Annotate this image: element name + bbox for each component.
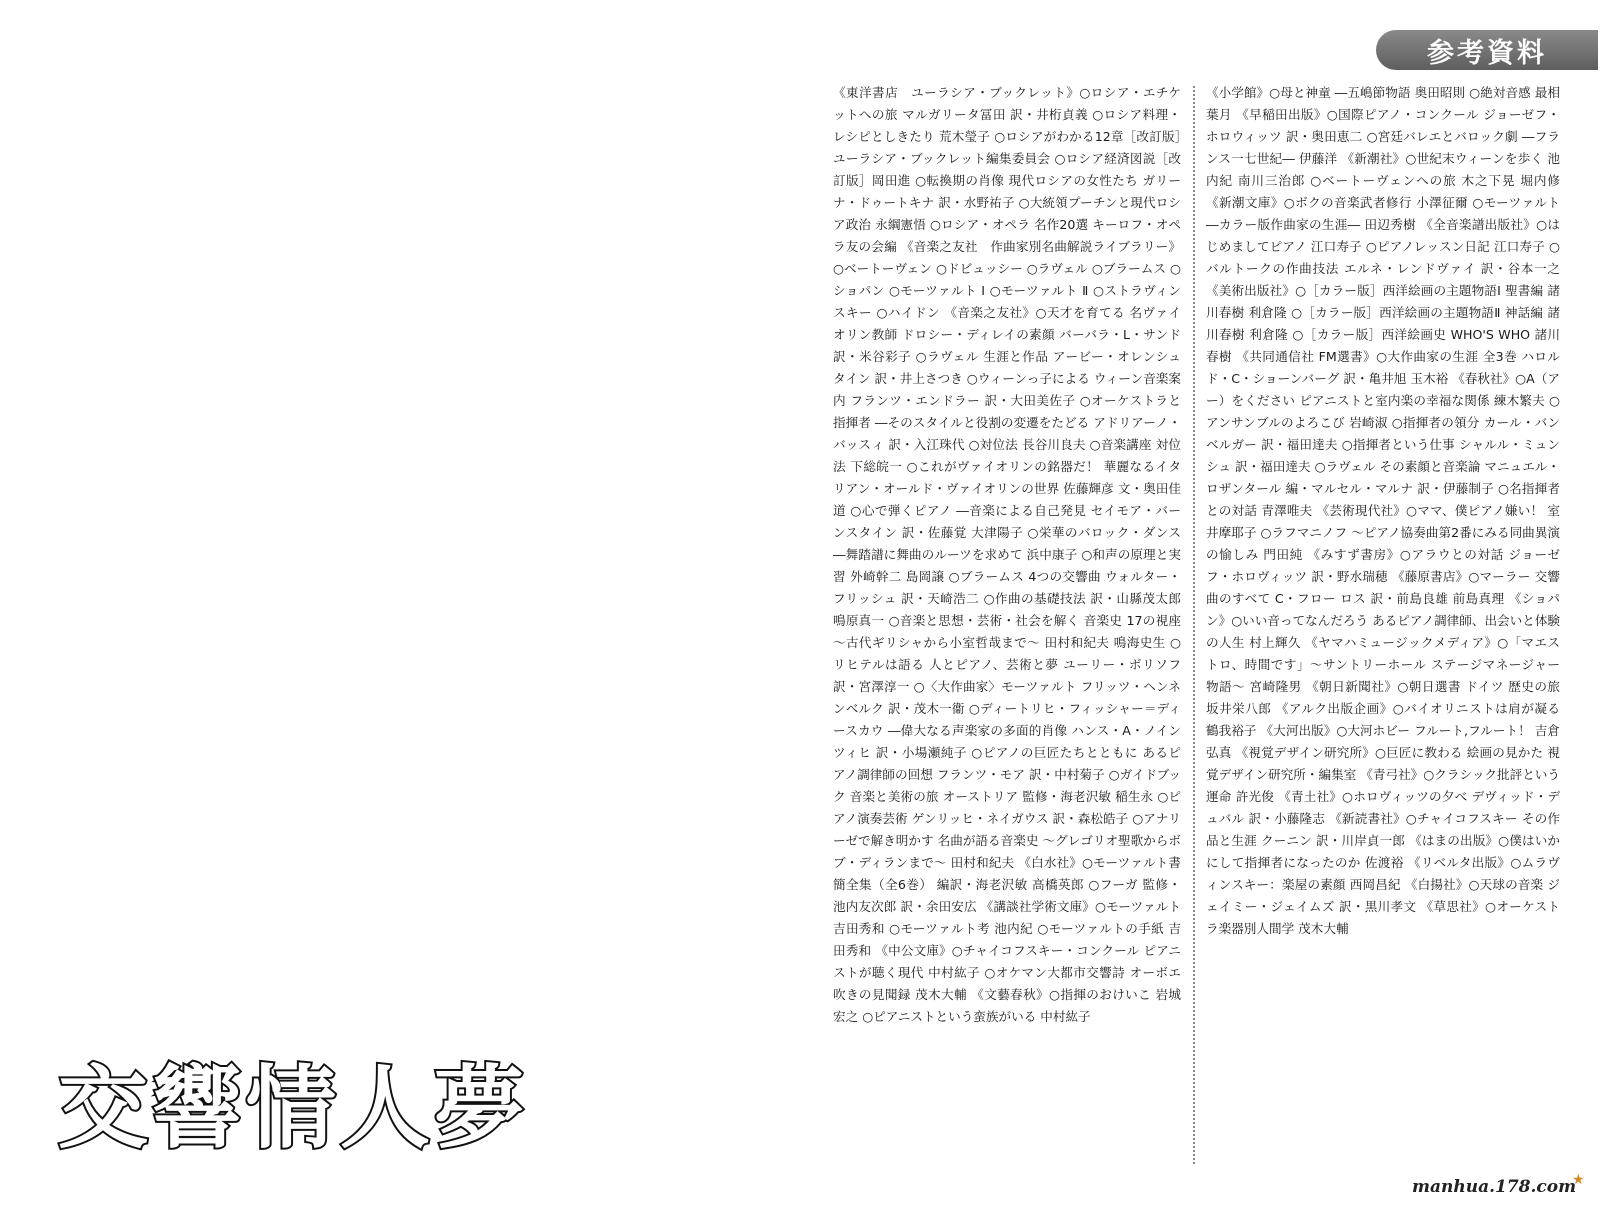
series-title: 交響情人夢 [58, 1056, 528, 1161]
reference-column-left [833, 82, 1181, 1028]
column-divider [1193, 86, 1195, 1164]
star-icon: ★ [1572, 1172, 1585, 1188]
section-header-tab [1376, 30, 1598, 70]
reference-list-right: 《小学館》○母と神童 ―五嶋節物語 奥田昭則 ○絶対音感 最相葉月 《早稲田出版》○国際ピアノ・コンクール ジョーゼフ・ホロウィッツ 訳・奥田恵二 ○宮廷バレエとバロック劇 ―フランス一七世紀― 伊藤洋 《新潮社》○世紀末ウィーンを歩く 池内紀 南川三治郎 ○ベートーヴェンへの旅 木之下晃 堀内修 《新潮文庫》○ボクの音楽武者修行 小澤征爾 ○モーツァルト ―カラー版作曲家の生涯― 田辺秀樹 《全音楽譜出版社》○はじめましてピアノ 江口寿子 ○ピアノレッスン日記 江口寿子 ○バルトークの作曲技法 エルネ・レンドヴァイ 訳・谷本一之 《美術出版社》○［カラー版］西洋絵画の主題物語Ⅰ 聖書編 諸川春樹 利倉隆 ○［カラー版］西洋絵画の主題物語Ⅱ 神話編 諸川春樹 利倉隆 ○［カラー版］西洋絵画史 WHO'S WHO 諸川春樹 《共同通信社 FM選書》○大作曲家の生涯 全3巻 ハロルド・C・ショーンバーグ 訳・亀井旭 玉木裕 《春秋社》○A（アー）をください ピアニストと室内楽の幸福な関係 練木繁夫 ○アンサンブルのよろこび 岩崎淑 ○指揮者の領分 カール・バンベルガー 訳・福田達夫 ○指揮者という仕事 シャルル・ミュンシュ 訳・福田達夫 ○ラヴェル その素顔と音楽論 マニュエル・ロザンタール 編・マルセル・マルナ 訳・伊藤制子 ○名指揮者との対話 青澤唯夫 《芸術現代社》○ママ、僕ピアノ嫌い！ 室井摩耶子 ○ラフマニノフ 〜ピアノ協奏曲第2番にみる同曲異演の愉しみ 門田純 《みすず書房》○アラウとの対話 ジョーゼフ・ホロヴィッツ 訳・野水瑞穂 《藤原書店》○マーラー 交響曲のすべて C・フロー ロス 訳・前島良雄 前島真理 《ショパン》○いい音ってなんだろう あるピアノ調律師、出会いと体験の人生 村上輝久 《ヤマハミュージックメディア》○「マエストロ、時間です」〜サントリーホール ステージマネージャー物語〜 宮崎隆男 《朝日新聞社》○朝日選書 ドイツ 歴史の旅 坂井栄八郎 《アルク出版企画》○バイオリニストは肩が凝る 鶴我裕子 《大河出版》○大河ホビー フルート,フルート！ 吉倉弘真 《視覚デザイン研究所》○巨匠に教わる 絵画の見かた 視覚デザイン研究所・編集室 《青弓社》○クラシック批評という運命 許光俊 《青土社》○ホロヴィッツの夕べ デヴィッド・デュバル 訳・小藤隆志 《新読書社》○チャイコフスキー その作品と生涯 クーニン 訳・川岸貞一郎 《はまの出版》○僕はいかにして指揮者になったのか 佐渡裕 《リベルタ出版》○ムラヴィンスキー：楽屋の素顔 西岡昌紀 《白揚社》○天球の音楽 ジェイミー・ジェイムズ 訳・黒川孝文 《草思社》○オーケストラ楽器別人間学 茂木大輔 [1206, 85, 1561, 936]
reference-column-right [1206, 82, 1560, 940]
section-header-label: 参考資料 [1427, 37, 1547, 69]
site-watermark: manhua.178.com [1412, 1177, 1577, 1197]
reference-list-left: 《東洋書店 ユーラシア・ブックレット》○ロシア・エチケットへの旅 マルガリータ冨田 訳・井桁貞義 ○ロシア料理・レシピとしきたり 荒木瑩子 ○ロシアがわかる12章［改訂版］ユーラシア・ブックレット編集委員会 ○ロシア経済図説［改訂版］岡田進 ○転換期の肖像 現代ロシアの女性たち ガリーナ・ドゥートキナ 訳・水野祐子 ○大統領プーチンと現代ロシア政治 永綱憲悟 ○ロシア・オペラ 名作20選 キーロフ・オペラ友の会編 《音楽之友社 作曲家別名曲解説ライブラリー》○ベートーヴェン ○ドビュッシー ○ラヴェル ○ブラームス ○ショパン ○モーツァルト Ⅰ ○モーツァルト Ⅱ ○ストラヴィンスキー ○ハイドン 《音楽之友社》○天才を育てる 名ヴァイオリン教師 ドロシー・ディレイの素顔 バーバラ・L・サンド 訳・米谷彩子 ○ラヴェル 生涯と作品 アービー・オレンシュタイン 訳・井上さつき ○ウィーンっ子による ウィーン音楽案内 フランツ・エンドラー 訳・大田美佐子 ○オーケストラと指揮者 ―そのスタイルと役割の変遷をたどる アドリアーノ・バッスィ 訳・入江珠代 ○対位法 長谷川良夫 ○音楽講座 対位法 下総皖一 ○これがヴァイオリンの銘器だ！ 華麗なるイタリアン・オールド・ヴァイオリンの世界 佐藤輝彦 文・奥田佳道 ○心で弾くピアノ ―音楽による自己発見 セイモア・バーンスタイン 訳・佐藤覚 大津陽子 ○栄華のバロック・ダンス ―舞踏譜に舞曲のルーツを求めて 浜中康子 ○和声の原理と実習 外崎幹二 島岡譲 ○ブラームス 4つの交響曲 ウォルター・フリッシュ 訳・天崎浩二 ○作曲の基礎技法 訳・山縣茂太郎 鳴原真一 ○音楽と思想・芸術・社会を解く 音楽史 17の視座 〜古代ギリシャから小室哲哉まで〜 田村和紀夫 鳴海史生 ○リヒテルは語る 人とピアノ、芸術と夢 ユーリー・ボリソフ 訳・宮澤淳一 ○〈大作曲家〉モーツァルト フリッツ・ヘンネンベルク 訳・茂木一衞 ○ディートリヒ・フィッシャー＝ディースカウ ―偉大なる声楽家の多面的肖像 ハンス・A・ノインツィヒ 訳・小場瀬純子 ○ピアノの巨匠たちとともに あるピアノ調律師の回想 フランツ・モア 訳・中村菊子 ○ガイドブック 音楽と美術の旅 オーストリア 監修・海老沢敏 稲生永 ○ピアノ演奏芸術 ゲンリッヒ・ネイガウス 訳・森松皓子 ○アナリーゼで解き明かす 名曲が語る音楽史 〜グレゴリオ聖歌からボブ・ディランまで〜 田村和紀夫 《白水社》○モーツァルト書簡全集（全6巻） 編訳・海老沢敏 高橋英郎 ○フーガ 監修・池内友次郎 訳・余田安広 《講談社学術文庫》○モーツァルト 吉田秀和 ○モーツァルト考 池内紀 ○モーツァルトの手紙 吉田秀和 《中公文庫》○チャイコフスキー・コンクール ピアニストが聴く現代 中村紘子 ○オケマン大都市交響詩 オーボエ吹きの見聞録 茂木大輔 《文藝春秋》○指揮のおけいこ 岩城宏之 ○ピアニストという蛮族がいる 中村紘子 [833, 85, 1181, 1024]
